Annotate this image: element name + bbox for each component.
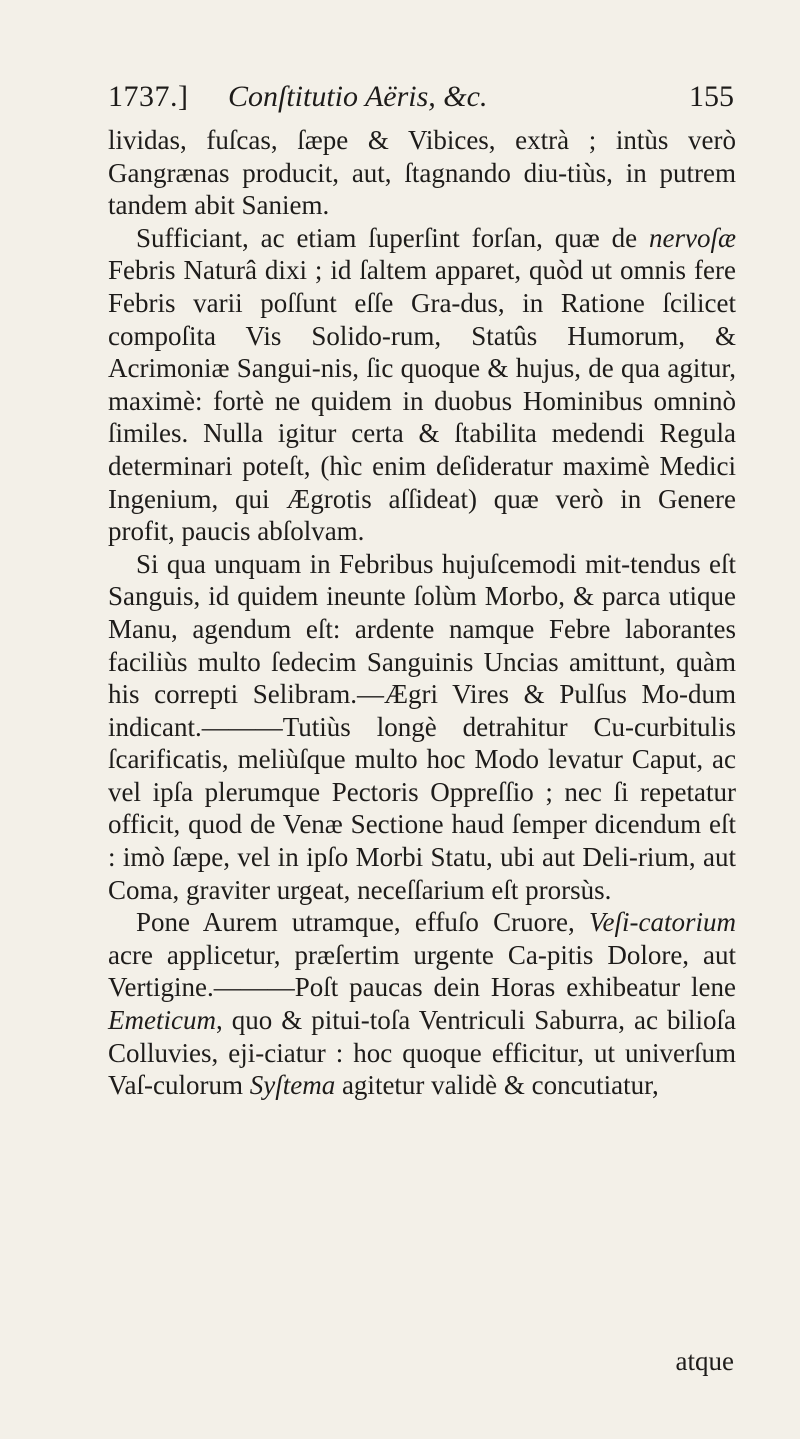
header-year: 1737.] [108,80,189,113]
page-number: 155 [689,80,734,113]
italic-term: Emeticum [108,1005,216,1036]
text-run: Pone Aurem utramque, effuſo Cruore, [136,907,590,938]
text-run: acre applicetur, præſertim urgente Ca-pitis Dolore, aut Vertigine.———Poſt paucas dein Horas exhibeatur lene [108,939,736,1003]
paragraph [108,222,736,548]
text-run: Si qua unquam in Febribus hujuſcemodi mit-tendus eſt Sanguis, id quidem ineunte ſolùm Morbo, & parca utique Manu, agendum eſt: ardente namque Febre laborantes faciliùs multo ſedecim Sanguinis Uncias amittunt, quàm his correpti Selibram.—Ægri Vires & Pulſus Mo-dum indicant.———Tutiùs longè detrahitur Cu-curbitulis ſcarificatis, meliùſque multo hoc Modo levatur Caput, ac vel ipſa plerumque Pectoris Oppreſſio ; nec ſi repetatur officit, quod de Venæ Sectione haud ſemper dicendum eſt : imò ſæpe, vel in ipſo Morbi Statu, ubi aut Deli-rium, aut Coma, graviter urgeat, neceſſarium eſt prorsùs. [108,548,736,905]
paragraph [108,906,736,1102]
italic-term: nervoſæ [649,222,736,253]
body-text [108,124,736,1102]
italic-term: Syſtema [249,1070,336,1101]
text-run: , quo & pitui-toſa Ventriculi Saburra, ac bilioſa Colluvies, eji-ciatur : hoc quoque efficitur, ut univerſum Vaſ-culorum [108,1005,736,1101]
text-run: agitetur validè & concutiatur, [335,1070,659,1101]
paragraph [108,548,736,907]
paragraph [108,124,736,222]
text-run: Febris Naturâ dixi ; id ſaltem apparet, quòd ut omnis fere Febris varii poſſunt eſſe Gra-dus, in Ratione ſcilicet compoſita Vis Solido-rum, Statûs Humorum, & Acrimoniæ Sangui-nis, ſic quoque & hujus, de qua agitur, maximè: fortè ne quidem in duobus Hominibus omninò ſimiles. Nulla igitur certa & ſtabilita medendi Regula determinari poteſt, (hìc enim deſideratur maximè Medici Ingenium, qui Ægrotis aſſideat) quæ verò in Genere profit, paucis abſolvam. [108,255,736,547]
catchword: atque [675,1346,734,1376]
running-title: Conſtitutio Aëris, &c. [228,80,488,113]
text-run: Sufficiant, ac etiam ſuperſint forſan, quæ de [136,222,649,253]
italic-term: Veſi-catorium [589,907,736,938]
text-run: lividas, fuſcas, ſæpe & Vibices, extrà ; intùs verò Gangrænas producit, aut, ſtagnando diu-tiùs, in putrem tandem abit Saniem. [108,125,736,221]
running-header [108,80,734,120]
